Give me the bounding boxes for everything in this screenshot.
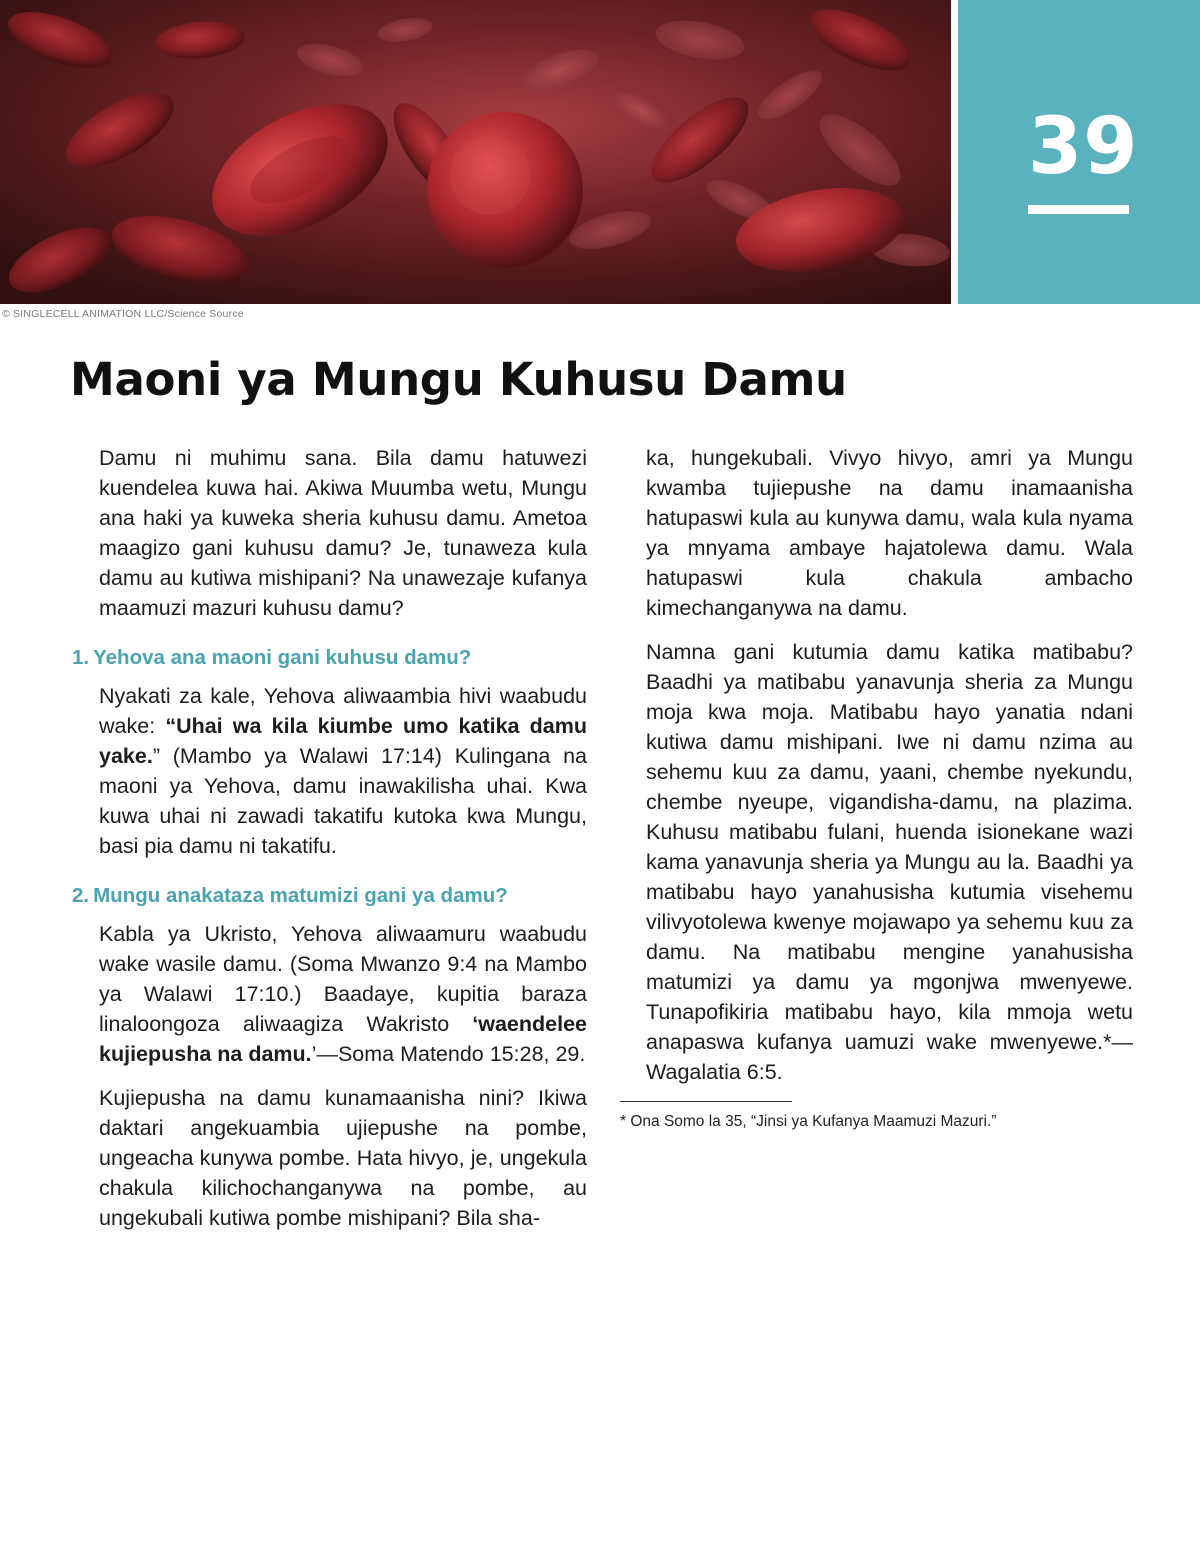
question-1-heading <box>72 643 587 673</box>
section-2-text-a: Kabla ya Ukristo, Yehova aliwaamuru waabudu wake wasile damu. (Soma Mwanzo 9:4 na Mambo ya Walawi 17:10.) Baadaye, kupitia baraza linaloongoza aliwaagiza Wakristo <box>99 922 587 1036</box>
section-2-paragraph-3: Namna gani kutumia damu katika matibabu? Baadhi ya matibabu yanavunja sheria za Mungu moja kwa moja. Matibabu hayo yanatia ndani kutiwa damu mishipani. Iwe ni damu nzima au sehemu kuu za damu, yaani, chembe nyekundu, chembe nyeupe, vigandisha-damu, na plazima. Kuhusu matibabu fulani, huenda isionekane wazi kama yanavunja sheria ya Mungu au la. Baadhi ya matibabu hayo yanahusisha kutumia visehemu vilivyotolewa kwenye mojawapo ya sehemu kuu za damu. Na matibabu mengine yanahusisha matumizi ya damu ya mgonjwa mwenyewe. Tunapofikiria matibabu hayo, kila mmoja wetu anapaswa kufanya uamuzi wake mwenyewe.*—Wagalatia 6:5. <box>646 640 1133 1084</box>
section-2-paragraph-2-start: Kujiepusha na damu kunamaanisha nini? Ikiwa daktari angekuambia ujiepushe na pombe, ungeacha kunywa pombe. Hata hivyo, je, ungekula chakula kilichochanganywa na pombe, au ungekubali kutiwa pombe mishipani? Bila sha- <box>99 1086 587 1230</box>
left-column <box>72 443 587 1247</box>
section-2-quote: ‘waendelee kujiepusha na damu. <box>99 1012 587 1066</box>
lesson-number: 39 <box>1028 102 1139 192</box>
image-credit: © SINGLECELL ANIMATION LLC/Science Source <box>2 308 244 320</box>
section-2-paragraph-2-end: ka, hungekubali. Vivyo hivyo, amri ya Mungu kwamba tujiepushe na damu inamaanisha hatupaswi kula au kunywa damu, wala kula nyama ya mnyama ambaye hajatolewa damu. Wala hatupaswi kula chakula ambacho kimechanganywa na damu. <box>646 446 1133 620</box>
footnote-divider <box>620 1101 792 1102</box>
question-2-heading <box>72 881 587 911</box>
section-1-paragraph <box>72 681 587 861</box>
hero-image-blood-cells <box>0 0 951 304</box>
section-1-text-a: Nyakati za kale, Yehova aliwaambia hivi waabudu wake: <box>99 684 587 738</box>
question-1-text: Yehova ana maoni gani kuhusu damu? <box>93 646 472 669</box>
question-1-number: 1. <box>72 646 90 669</box>
lesson-number-panel <box>958 0 1200 304</box>
intro-paragraph: Damu ni muhimu sana. Bila damu hatuwezi kuendelea kuwa hai. Akiwa Muumba wetu, Mungu ana haki ya kuweka sheria kuhusu damu. Ametoa maagizo gani kuhusu damu? Je, tunaweza kula damu au kutiwa mishipani? Na unawezaje kufanya maamuzi mazuri kuhusu damu? <box>99 446 587 620</box>
page-title: Maoni ya Mungu Kuhusu Damu <box>70 353 847 406</box>
right-column <box>620 443 1133 1132</box>
section-1-text-b: ” (Mambo ya Walawi 17:14) Kulingana na maoni ya Yehova, damu inawakilisha uhai. Kwa kuwa uhai ni zawadi takatifu kutoka kwa Mungu, basi pia damu ni takatifu. <box>99 744 587 858</box>
section-1-quote: “Uhai wa kila kiumbe umo katika damu yake. <box>99 714 587 768</box>
lesson-number-underline <box>1028 205 1129 214</box>
footnote: * Ona Somo la 35, “Jinsi ya Kufanya Maamuzi Mazuri.” <box>620 1113 997 1130</box>
question-2-text: Mungu anakataza matumizi gani ya damu? <box>93 884 508 907</box>
section-2-paragraph-1 <box>72 919 587 1069</box>
section-2-text-b: ’—Soma Matendo 15:28, 29. <box>311 1042 586 1066</box>
question-2-number: 2. <box>72 884 90 907</box>
